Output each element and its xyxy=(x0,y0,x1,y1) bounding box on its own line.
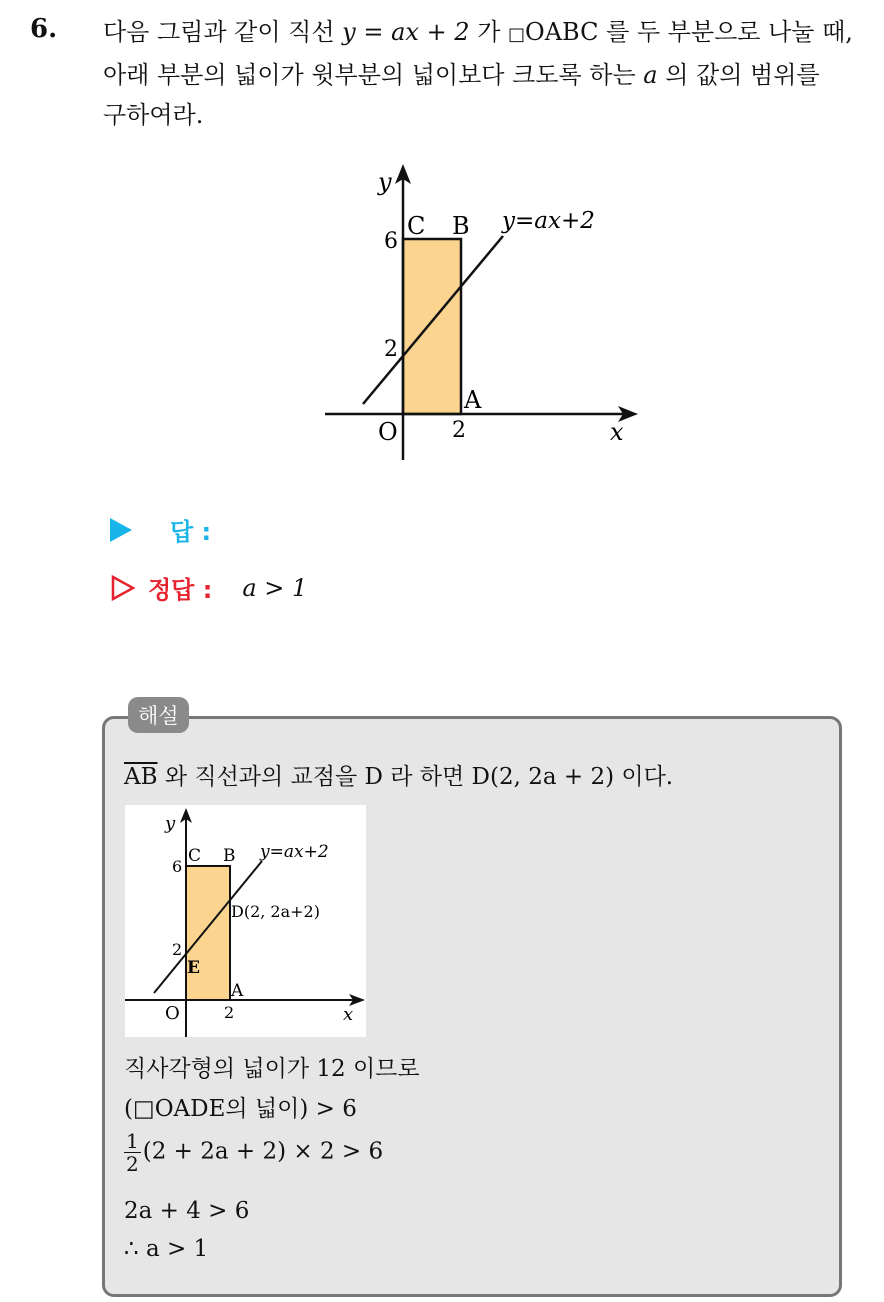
tick-2x-label: 2 xyxy=(224,1003,235,1022)
answer-row xyxy=(110,512,211,547)
question-line-2: 아래 부분의 넓이가 윗부분의 넓이보다 크도록 하는 a 의 값의 범위를 xyxy=(103,61,820,89)
point-c-label: C xyxy=(407,212,426,240)
question-line-3: 구하여라. xyxy=(103,101,204,129)
point-b-label: B xyxy=(452,212,470,240)
point-a-label: A xyxy=(231,981,244,1001)
y-axis-label: y xyxy=(165,813,176,834)
solution-line-4: $\frac{1}{2}$ (2 + 2a + 2) × 2 > 6 xyxy=(126,1129,384,1176)
point-e-label: E xyxy=(187,958,200,978)
question-number: 6. xyxy=(30,14,58,44)
answer-label: 답 : xyxy=(170,518,212,546)
y-axis-label: y xyxy=(378,168,392,196)
line-equation: y = ax + 2 xyxy=(342,18,470,46)
correct-answer-label: 정답 : xyxy=(148,576,213,604)
point-d-label: D(2, 2a+2) xyxy=(231,902,320,921)
tick-6-label: 6 xyxy=(172,857,183,876)
question-figure xyxy=(318,160,648,470)
point-a-label: A xyxy=(464,386,482,414)
question-text xyxy=(103,12,873,135)
x-axis-label: x xyxy=(610,418,624,446)
correct-answer-value: a > 1 xyxy=(242,573,308,602)
rectangle-oabc xyxy=(186,866,230,1000)
tick-2x-label: 2 xyxy=(452,418,466,443)
tick-6-label: 6 xyxy=(384,229,398,254)
correct-arrow-icon xyxy=(110,574,136,602)
segment-ab: $\overline{AB}$ xyxy=(124,764,158,790)
question-line-1: 다음 그림과 같이 직선 y = ax + 2 가 □OABC 를 두 부분으로 나눌 때, xyxy=(103,18,853,46)
fraction-half: $\frac{1}{2}$ xyxy=(126,1129,139,1176)
rect-symbol: □ xyxy=(508,24,526,45)
origin-label: O xyxy=(165,1003,180,1024)
tick-2y-label: 2 xyxy=(172,940,183,959)
solution-line-2: 직사각형의 넓이가 12 이므로 xyxy=(124,1056,420,1082)
tick-2y-label: 2 xyxy=(384,337,398,362)
correct-answer-row xyxy=(110,570,307,605)
line-equation-label: y=ax+2 xyxy=(260,842,329,862)
solution-tag: 해설 xyxy=(128,697,189,733)
answer-arrow-icon xyxy=(110,518,132,542)
solution-line-5: 2a + 4 > 6 xyxy=(124,1198,250,1224)
origin-label: O xyxy=(378,418,398,446)
point-b-label: B xyxy=(223,846,236,866)
solution-line-1: $\overline{AB}$ 와 직선과의 교점을 D 라 하면 D(2, 2a + 2) 이다. xyxy=(124,764,674,790)
point-c-label: C xyxy=(188,846,202,866)
solution-figure xyxy=(125,805,366,1037)
line-equation-label: y=ax+2 xyxy=(502,208,595,234)
rect-name: OABC xyxy=(525,18,599,46)
solution-line-3: (□OADE의 넓이) > 6 xyxy=(124,1096,357,1122)
rectangle-oabc xyxy=(403,239,461,414)
x-axis-label: x xyxy=(343,1004,354,1025)
solution-line-6: ∴ a > 1 xyxy=(124,1236,209,1262)
